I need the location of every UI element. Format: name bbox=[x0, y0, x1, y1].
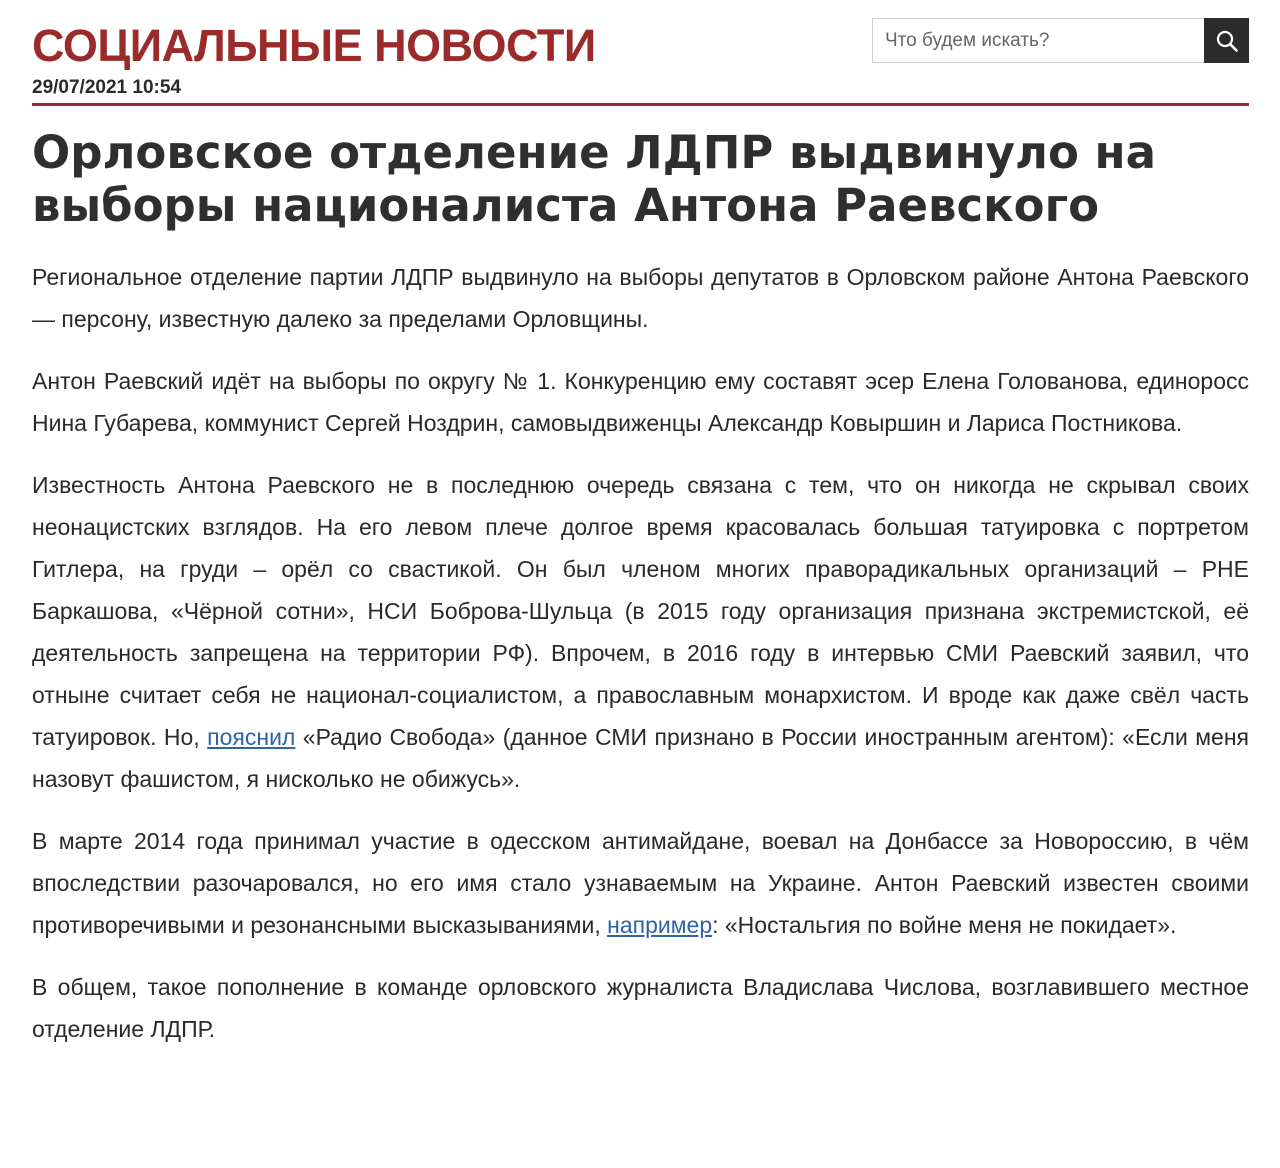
article-paragraph-1: Региональное отделение партии ЛДПР выдвинуло на выборы депутатов в Орловском районе Антона Раевского — персону, известную далеко за пределами Орловщины. bbox=[32, 264, 1249, 332]
page bbox=[32, 0, 1249, 1070]
search-form bbox=[872, 18, 1249, 63]
site-title[interactable]: СОЦИАЛЬНЫЕ НОВОСТИ bbox=[32, 20, 596, 71]
article-headline: Орловское отделение ЛДПР выдвинуло на выборы националиста Антона Раевского bbox=[32, 126, 1156, 232]
publish-datetime: 29/07/2021 10:54 bbox=[32, 77, 181, 98]
article-paragraph-3 bbox=[32, 464, 1249, 800]
site-header bbox=[32, 0, 1249, 106]
article-body bbox=[32, 256, 1249, 1050]
example-link[interactable]: например bbox=[607, 912, 713, 938]
paragraph-3-text-start: Известность Антона Раевского не в последнюю очередь связана с тем, что он никогда не скрывал своих неонацистских взглядов. На его левом плече долгое время красовалась большая татуировка с портретом Гитлера, на груди – орёл со свастикой. Он был членом многих праворадикальных организаций – РНЕ Баркашова, «Чёрной сотни», НСИ Боброва-Шульца (в 2015 году организация признана экстремистской, её деятельность запрещена на территории РФ). Впрочем, в 2016 году в интервью СМИ Раевский заявил, что отныне считает себя не национал-социалистом, а православным монархистом. И вроде как даже свёл часть татуировок. Но, bbox=[32, 472, 1249, 750]
search-input[interactable] bbox=[872, 18, 1204, 63]
search-button[interactable] bbox=[1204, 18, 1249, 63]
article-paragraph-5: В общем, такое пополнение в команде орловского журналиста Владислава Числова, возглавившего местное отделение ЛДПР. bbox=[32, 974, 1249, 1042]
paragraph-4-text-start: В марте 2014 года принимал участие в одесском антимайдане, воевал на Донбассе за Новороссию, в чём впоследствии разочаровался, но его имя стало узнаваемым на Украине. Антон Раевский известен своими противоречивыми и резонансными высказываниями, bbox=[32, 828, 1249, 938]
paragraph-3-text-end: «Радио Свобода» (данное СМИ признано в России иностранным агентом): «Если меня назовут фашистом, я нисколько не обижусь». bbox=[32, 724, 1250, 792]
paragraph-4-text-end: : «Ностальгия по войне меня не покидает». bbox=[712, 912, 1177, 938]
explained-link[interactable]: пояснил bbox=[207, 724, 296, 750]
article-paragraph-4 bbox=[32, 820, 1249, 946]
search-icon bbox=[1215, 29, 1239, 53]
article-paragraph-2: Антон Раевский идёт на выборы по округу № 1. Конкуренцию ему составят эсер Елена Голованова, единоросс Нина Губарева, коммунист Сергей Ноздрин, самовыдвиженцы Александр Ковыршин и Лариса Постникова. bbox=[32, 368, 1249, 436]
